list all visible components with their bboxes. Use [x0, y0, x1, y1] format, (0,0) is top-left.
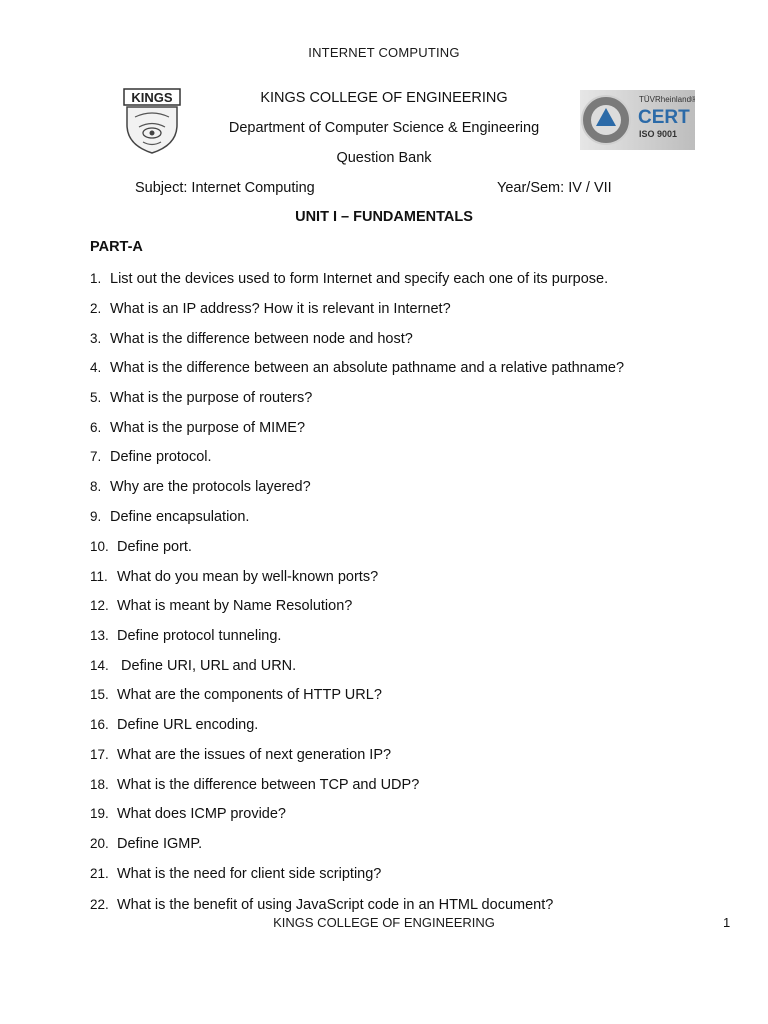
question-item — [90, 567, 378, 587]
question-text: Define port. — [117, 539, 192, 555]
question-text: Define URI, URL and URN. — [117, 658, 297, 674]
question-text: What is the purpose of routers? — [110, 390, 313, 406]
question-number: 3. — [90, 331, 102, 346]
question-item — [90, 537, 192, 557]
page-footer: KINGS COLLEGE OF ENGINEERING — [273, 915, 495, 930]
crest-wordmark: KINGS — [131, 90, 173, 105]
running-header: INTERNET COMPUTING — [308, 45, 460, 60]
question-text: Define protocol. — [110, 449, 212, 465]
question-number: 11. — [90, 569, 108, 584]
question-number: 7. — [90, 449, 102, 464]
question-item — [90, 358, 624, 378]
question-text: Define URL encoding. — [117, 717, 259, 733]
college-name: KINGS COLLEGE OF ENGINEERING — [260, 90, 508, 106]
question-text: What is the difference between node and host? — [110, 331, 413, 347]
question-item — [90, 477, 311, 497]
question-item — [90, 745, 391, 765]
question-item — [90, 447, 212, 467]
question-item — [90, 299, 451, 319]
question-text: What is the difference between TCP and UDP? — [117, 777, 420, 793]
question-number: 20. — [90, 836, 109, 851]
question-text: What is the benefit of using JavaScript code in an HTML document? — [117, 897, 554, 913]
question-text: What are the components of HTTP URL? — [117, 687, 382, 703]
question-item — [90, 269, 608, 289]
question-text: List out the devices used to form Internet and specify each one of its purpose. — [110, 271, 609, 287]
question-item — [90, 418, 305, 438]
question-text: Define IGMP. — [117, 836, 203, 852]
question-number: 12. — [90, 598, 109, 613]
question-number: 4. — [90, 360, 102, 375]
badge-iso: ISO 9001 — [639, 129, 678, 139]
badge-brand: TÜVRheinland® — [639, 95, 695, 104]
question-item — [90, 656, 296, 676]
question-number: 16. — [90, 717, 109, 732]
question-item — [90, 804, 286, 824]
question-number: 2. — [90, 301, 102, 316]
question-text: Why are the protocols layered? — [110, 479, 311, 495]
question-text: What is meant by Name Resolution? — [117, 598, 353, 614]
question-text: Define encapsulation. — [110, 509, 250, 525]
subject-label: Subject: Internet Computing — [135, 180, 315, 196]
question-item — [90, 626, 281, 646]
part-heading: PART-A — [90, 239, 143, 255]
year-sem-label: Year/Sem: IV / VII — [497, 180, 612, 196]
question-text: What is the difference between an absolute pathname and a relative pathname? — [110, 360, 625, 376]
question-number: 15. — [90, 687, 109, 702]
question-number: 1. — [90, 271, 102, 286]
question-text: What is an IP address? How it is relevant in Internet? — [110, 301, 451, 317]
question-number: 22. — [90, 897, 109, 912]
unit-heading: UNIT I – FUNDAMENTALS — [295, 209, 473, 225]
question-item — [90, 685, 382, 705]
department-name: Department of Computer Science & Engineering — [228, 120, 540, 136]
question-number: 21. — [90, 866, 109, 881]
question-number: 19. — [90, 806, 109, 821]
question-number: 18. — [90, 777, 109, 792]
question-item — [90, 329, 413, 349]
question-number: 10. — [90, 539, 109, 554]
question-text: What is the purpose of MIME? — [110, 420, 306, 436]
document-type: Question Bank — [336, 150, 432, 166]
question-text: What is the need for client side scripting? — [117, 866, 382, 882]
question-item — [90, 895, 553, 915]
question-item — [90, 715, 258, 735]
page-number: 1 — [723, 915, 731, 930]
badge-cert: CERT — [638, 107, 690, 128]
question-number: 6. — [90, 420, 102, 435]
question-item — [90, 507, 249, 527]
question-text: What do you mean by well-known ports? — [117, 569, 379, 585]
question-item — [90, 775, 419, 795]
question-item — [90, 834, 202, 854]
question-number: 5. — [90, 390, 102, 405]
question-text: Define protocol tunneling. — [117, 628, 282, 644]
question-item — [90, 596, 352, 616]
question-number: 17. — [90, 747, 109, 762]
question-number: 8. — [90, 479, 102, 494]
question-text: What does ICMP provide? — [117, 806, 286, 822]
question-number: 14. — [90, 658, 109, 673]
question-number: 13. — [90, 628, 109, 643]
question-number: 9. — [90, 509, 102, 524]
question-text: What are the issues of next generation IP? — [117, 747, 392, 763]
question-item — [90, 388, 312, 408]
question-item — [90, 864, 381, 884]
